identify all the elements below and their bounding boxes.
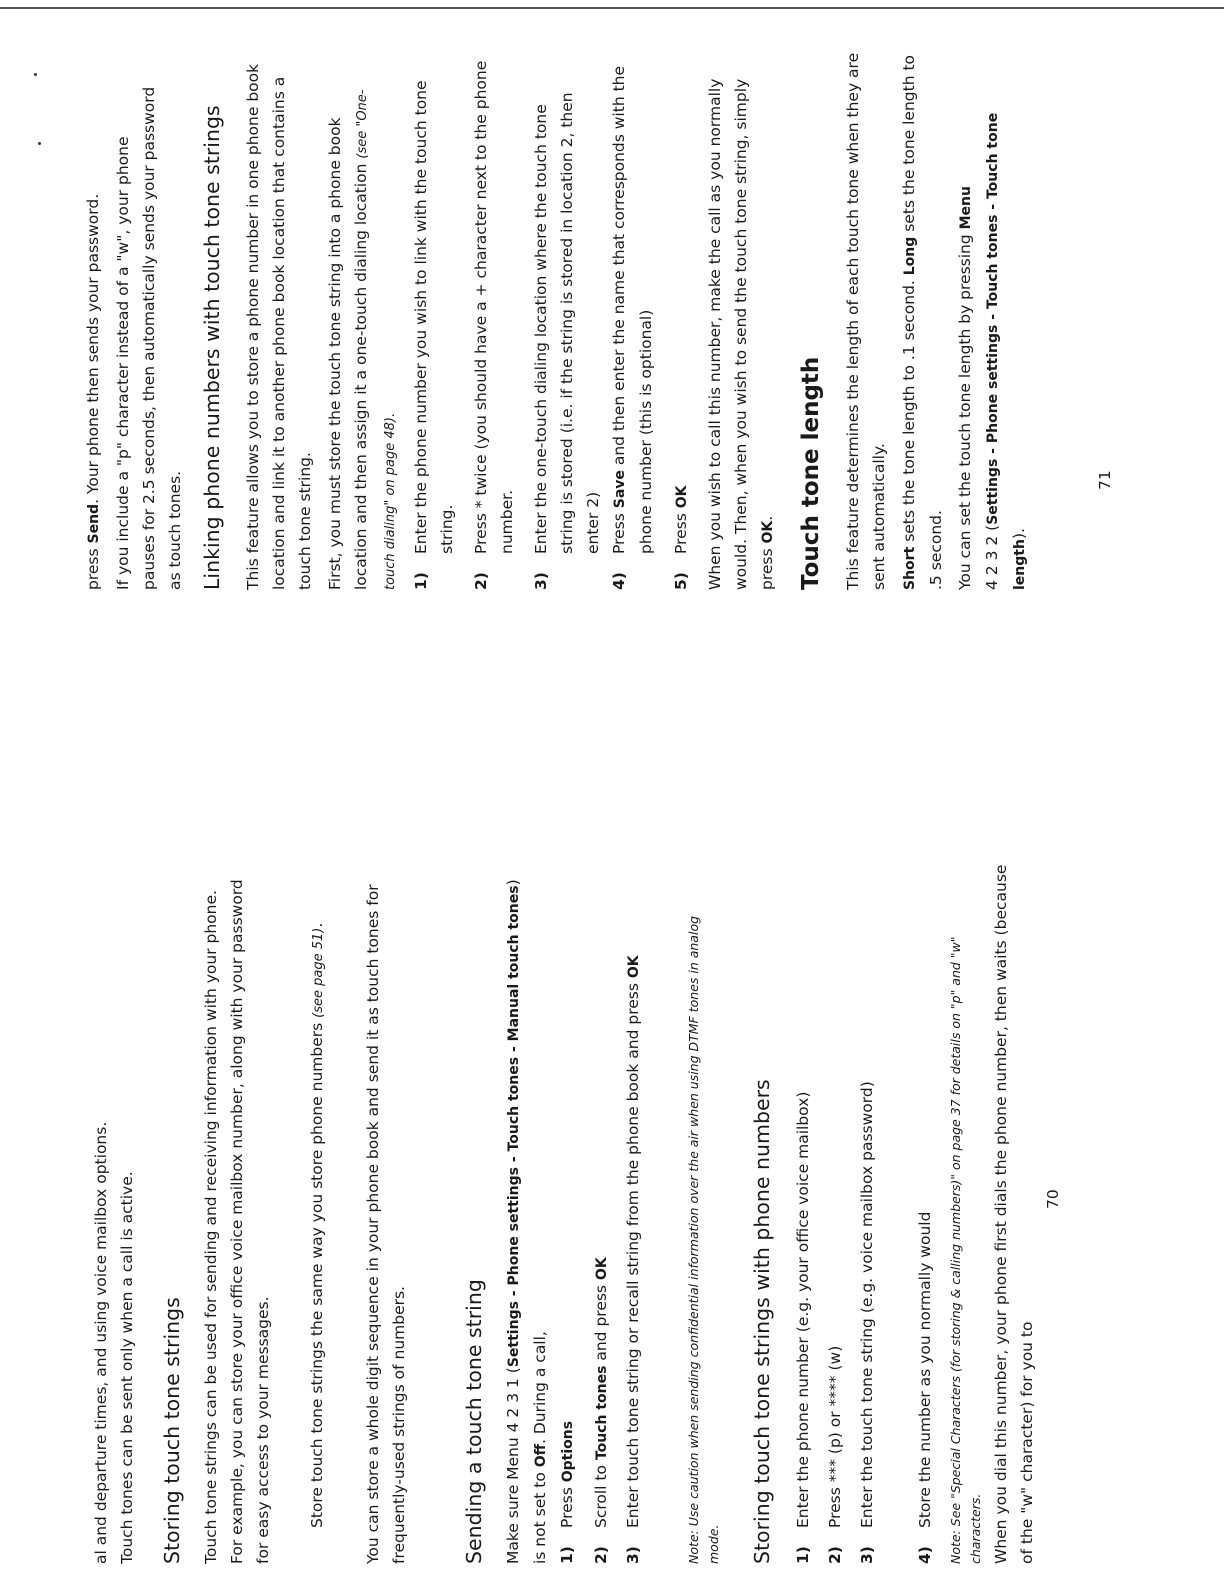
linking-paragraph-2 (322, 60, 404, 590)
heading-touch-tone-length: Touch tone length (798, 356, 824, 590)
step-text-post: and then enter the name that corresponds with the phone number (this is optional) (610, 65, 655, 554)
ok-key-label-2: OK (760, 520, 776, 544)
linking-closing-text: When you wish to call this number, make the call as you normally would. Then, when you wish to send the touch tone string, simply press (706, 78, 776, 590)
linking-paragraph-1: This feature allows you to store a phone number in one phone book location and link it to another phone book location that contains a touch tone string. (244, 63, 314, 590)
step-text-pre: Enter touch tone string or recall string from the phone book and press (624, 978, 642, 1528)
storing-paragraph-1: Touch tone strings can be used for sending and receiving information with your phone. For example, you can store your office voice mailbox number, along with your password for easy access to your messages. (202, 879, 272, 1564)
continued-text-c: . Your phone then sends your password. (84, 193, 102, 504)
intro-line-2: Touch tones can be sent only when a call is active. (118, 1171, 136, 1564)
send-key-label: Send (86, 503, 102, 544)
sending-text-c: ) is not set to (504, 879, 549, 1564)
ok-key-label: OK (674, 485, 690, 509)
step-text-pre: Press (672, 508, 690, 554)
long-option-label: Long (902, 236, 918, 276)
length-text-a: You can set the touch tone length by pressing (956, 229, 974, 590)
step-text: Store the number as you normally would (916, 1211, 934, 1528)
step-text: Enter the phone number (e.g. your office voice mailbox) (794, 1091, 812, 1528)
step-text (620, 908, 647, 1528)
length-text-end: ). (1010, 528, 1028, 540)
heading-storing-touch-tone-strings: Storing touch tone strings (160, 1297, 184, 1564)
step-text: Press * twice (you should have a + character next to the phone number. (472, 60, 516, 554)
step-number: 4) (610, 572, 628, 590)
heading-storing-with-phone-numbers: Storing touch tone strings with phone numbers (750, 1079, 774, 1564)
long-option-text: sets the tone length to .5 second. (900, 54, 945, 590)
step-number: 1) (558, 1546, 576, 1564)
step-number: 3) (858, 1546, 876, 1564)
continued-line (80, 80, 107, 590)
pause-paragraph: If you include a "p" character instead of a "w", your phone pauses for 2.5 seconds, then automatically sends your password as touch tones. (114, 86, 184, 590)
sending-paragraph (500, 874, 554, 1564)
step-bold-2: OK (594, 1257, 610, 1281)
intro-line-1: al and departure times, and using voice mailbox options. (92, 1121, 110, 1564)
sending-text-a: Make sure Menu 4 2 3 1 ( (504, 1367, 522, 1564)
step-text-pre: Press (558, 1482, 576, 1528)
step-number: 1) (794, 1546, 812, 1564)
length-menu-path: Settings - Phone settings - Touch tones - Touch tone length (985, 112, 1028, 590)
storing-paragraph-2-text: Store touch tone strings the same way you store phone numbers (308, 1022, 326, 1528)
step-text (554, 884, 581, 1528)
scan-speck (34, 73, 37, 76)
step-number: 2) (592, 1546, 610, 1564)
sending-menu-path: Settings - Phone settings - Touch tones - Manual touch tones (506, 885, 522, 1368)
step-text-pre: Press (610, 508, 628, 554)
step-number: 4) (916, 1546, 934, 1564)
scan-edge-line (0, 7, 1224, 9)
step-number: 2) (826, 1546, 844, 1564)
step-text: Enter the one-touch dialing location where the touch tone string is stored (i.e. if the string is stored in location 2, then enter 2) (532, 92, 602, 554)
storing-phone-closing-paragraph: When you dial this number, your phone first dials the phone number, then waits (because of the "w" character) for you to (992, 864, 1036, 1564)
step-number: 1) (412, 572, 430, 590)
step-number: 3) (624, 1546, 642, 1564)
step-bold: OK (626, 955, 642, 979)
length-paragraph-3 (952, 50, 1033, 590)
step-text (668, 60, 695, 554)
linking-closing-paragraph (702, 50, 781, 590)
storing-phone-note: Note: See "Special Characters (for storing & calling numbers)" on page 37 for details on "p" and "w" characters. (948, 936, 983, 1564)
short-option-label: Short (902, 546, 918, 590)
step-bold: Touch tones (594, 1365, 610, 1461)
step-text: Press *** (p) or **** (w) (826, 1345, 844, 1528)
continued-text-a: press (84, 543, 102, 590)
step-text-post: and press (592, 1280, 610, 1366)
storing-paragraph-3: You can store a whole digit sequence in your phone book and send it as touch tones for frequently-used strings of numbers. (364, 884, 408, 1564)
scan-speck (38, 142, 41, 145)
step-number: 3) (532, 572, 550, 590)
page-number-71: 71 (1096, 470, 1114, 490)
storing-paragraph-2-ref: (see page 51) (311, 927, 326, 1018)
short-option-text: sets the tone length to .1 second. (900, 275, 918, 547)
linking-paragraph-2-ref: (see "One-touch dialing" on page 48). (355, 89, 398, 590)
heading-linking-phone-numbers: Linking phone numbers with touch tone strings (200, 105, 224, 590)
step-bold: Options (560, 1420, 576, 1483)
length-paragraph-1: This feature determines the length of each touch tone when they are sent automatically. (844, 52, 888, 590)
menu-key-label: Menu (958, 186, 974, 230)
heading-sending-touch-tone-string: Sending a touch tone string (462, 1279, 486, 1564)
sending-note: Note: Use caution when sending confidential information over the air when using DTMF tones in analog mode. (686, 915, 721, 1564)
step-text: Enter the phone number you wish to link with the touch tone string. (412, 80, 456, 554)
sending-off-value: Off (533, 1444, 549, 1468)
length-menu-code: 4 2 3 2 ( (983, 524, 1001, 590)
linking-closing-period: . (758, 515, 776, 521)
sending-text-e: . During a call, (531, 1331, 549, 1445)
save-key-label: Save (612, 470, 628, 509)
page-number-70: 70 (1044, 1189, 1062, 1209)
step-number: 5) (672, 572, 690, 590)
step-text: Enter the touch tone string (e.g. voice mailbox password) (858, 1081, 876, 1528)
storing-paragraph-2: Store touch tone strings the same way you store phone numbers (see page 51). (308, 922, 326, 1528)
linking-paragraph-2-text: First, you must store the touch tone string into a phone book location and then assign it a one-touch dialing location (326, 117, 370, 590)
step-text-pre: Scroll to (592, 1460, 610, 1528)
step-text (588, 884, 615, 1528)
step-number: 2) (472, 572, 490, 590)
length-paragraph-2 (896, 50, 949, 590)
step-text (606, 60, 659, 554)
